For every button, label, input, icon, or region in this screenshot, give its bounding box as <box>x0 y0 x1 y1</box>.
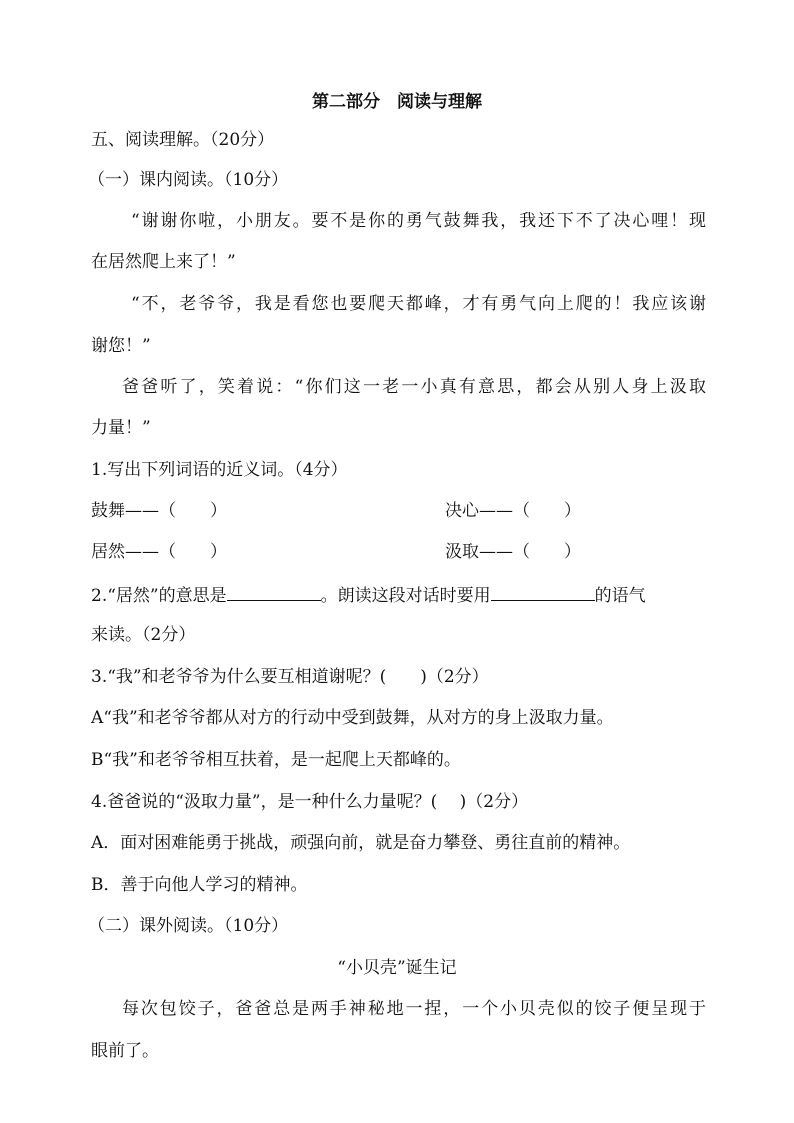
question4-option-b: B．善于向他人学习的精神。 <box>91 875 308 895</box>
passage1-p3-line2: 力量！” <box>91 418 151 438</box>
question3-option-b: B“我”和老爷爷相互扶着，是一起爬上天都峰的。 <box>91 750 461 770</box>
question2-part2: 。朗读这段对话时要用 <box>320 586 491 606</box>
synonym-juran[interactable]: 居然——（ ） <box>91 542 227 562</box>
question1-row1 <box>91 499 706 523</box>
question4-stem: 4.爸爸说的“汲取力量”，是一种什么力量呢？( )（2分） <box>91 792 529 812</box>
question2-part1: 2.“居然”的意思是 <box>91 586 227 606</box>
synonym-juexin[interactable]: 决心——（ ） <box>445 501 581 521</box>
question1-row2 <box>91 540 706 564</box>
passage2-line1: 每次包饺子，爸爸总是两手神秘地一捏，一个小贝壳似的饺子便呈现于 <box>122 999 706 1019</box>
question2-part3: 的语气 <box>594 586 646 606</box>
passage2-title: “小贝壳”诞生记 <box>337 958 457 978</box>
section-five-heading: 五、阅读理解。（20分） <box>91 130 275 150</box>
question1-stem: 1.写出下列词语的近义词。（4分） <box>91 460 348 480</box>
question2-blank-tone[interactable] <box>491 582 595 601</box>
question3-option-a: A“我”和老爷爷都从对方的行动中受到鼓舞，从对方的身上汲取力量。 <box>91 708 614 728</box>
passage2-line2: 眼前了。 <box>91 1041 159 1061</box>
question2-blank-meaning[interactable] <box>227 582 321 601</box>
question3-stem: 3.“我”和老爷爷为什么要互相道谢呢？( )（2分） <box>91 667 489 687</box>
question2-line2: 来读。（2分） <box>91 625 196 645</box>
part-title: 第二部分 阅读与理解 <box>312 92 482 112</box>
passage1-p2-line2: 谢您！” <box>91 336 151 356</box>
passage1-p1-line2: 在居然爬上来了！” <box>91 252 236 272</box>
passage1-p2-line1: “不，老爷爷，我是看您也要爬天都峰，才有勇气向上爬的！我应该谢 <box>131 294 706 314</box>
synonym-jiqu[interactable]: 汲取——（ ） <box>445 542 581 562</box>
passage1-p3-line1: 爸爸听了，笑着说：“你们这一老一小真有意思，都会从别人身上汲取 <box>122 377 706 397</box>
passage1-p1-line1: “谢谢你啦，小朋友。要不是你的勇气鼓舞我，我还下不了决心哩！现 <box>131 211 706 231</box>
question4-option-a: A．面对困难能勇于挑战，顽强向前，就是奋力攀登、勇往直前的精神。 <box>91 833 631 853</box>
subsection-one-heading: （一）课内阅读。（10分） <box>88 170 289 190</box>
question2-line1 <box>91 582 706 608</box>
subsection-two-heading: （二）课外阅读。（10分） <box>88 916 289 936</box>
synonym-guwu[interactable]: 鼓舞——（ ） <box>91 501 227 521</box>
